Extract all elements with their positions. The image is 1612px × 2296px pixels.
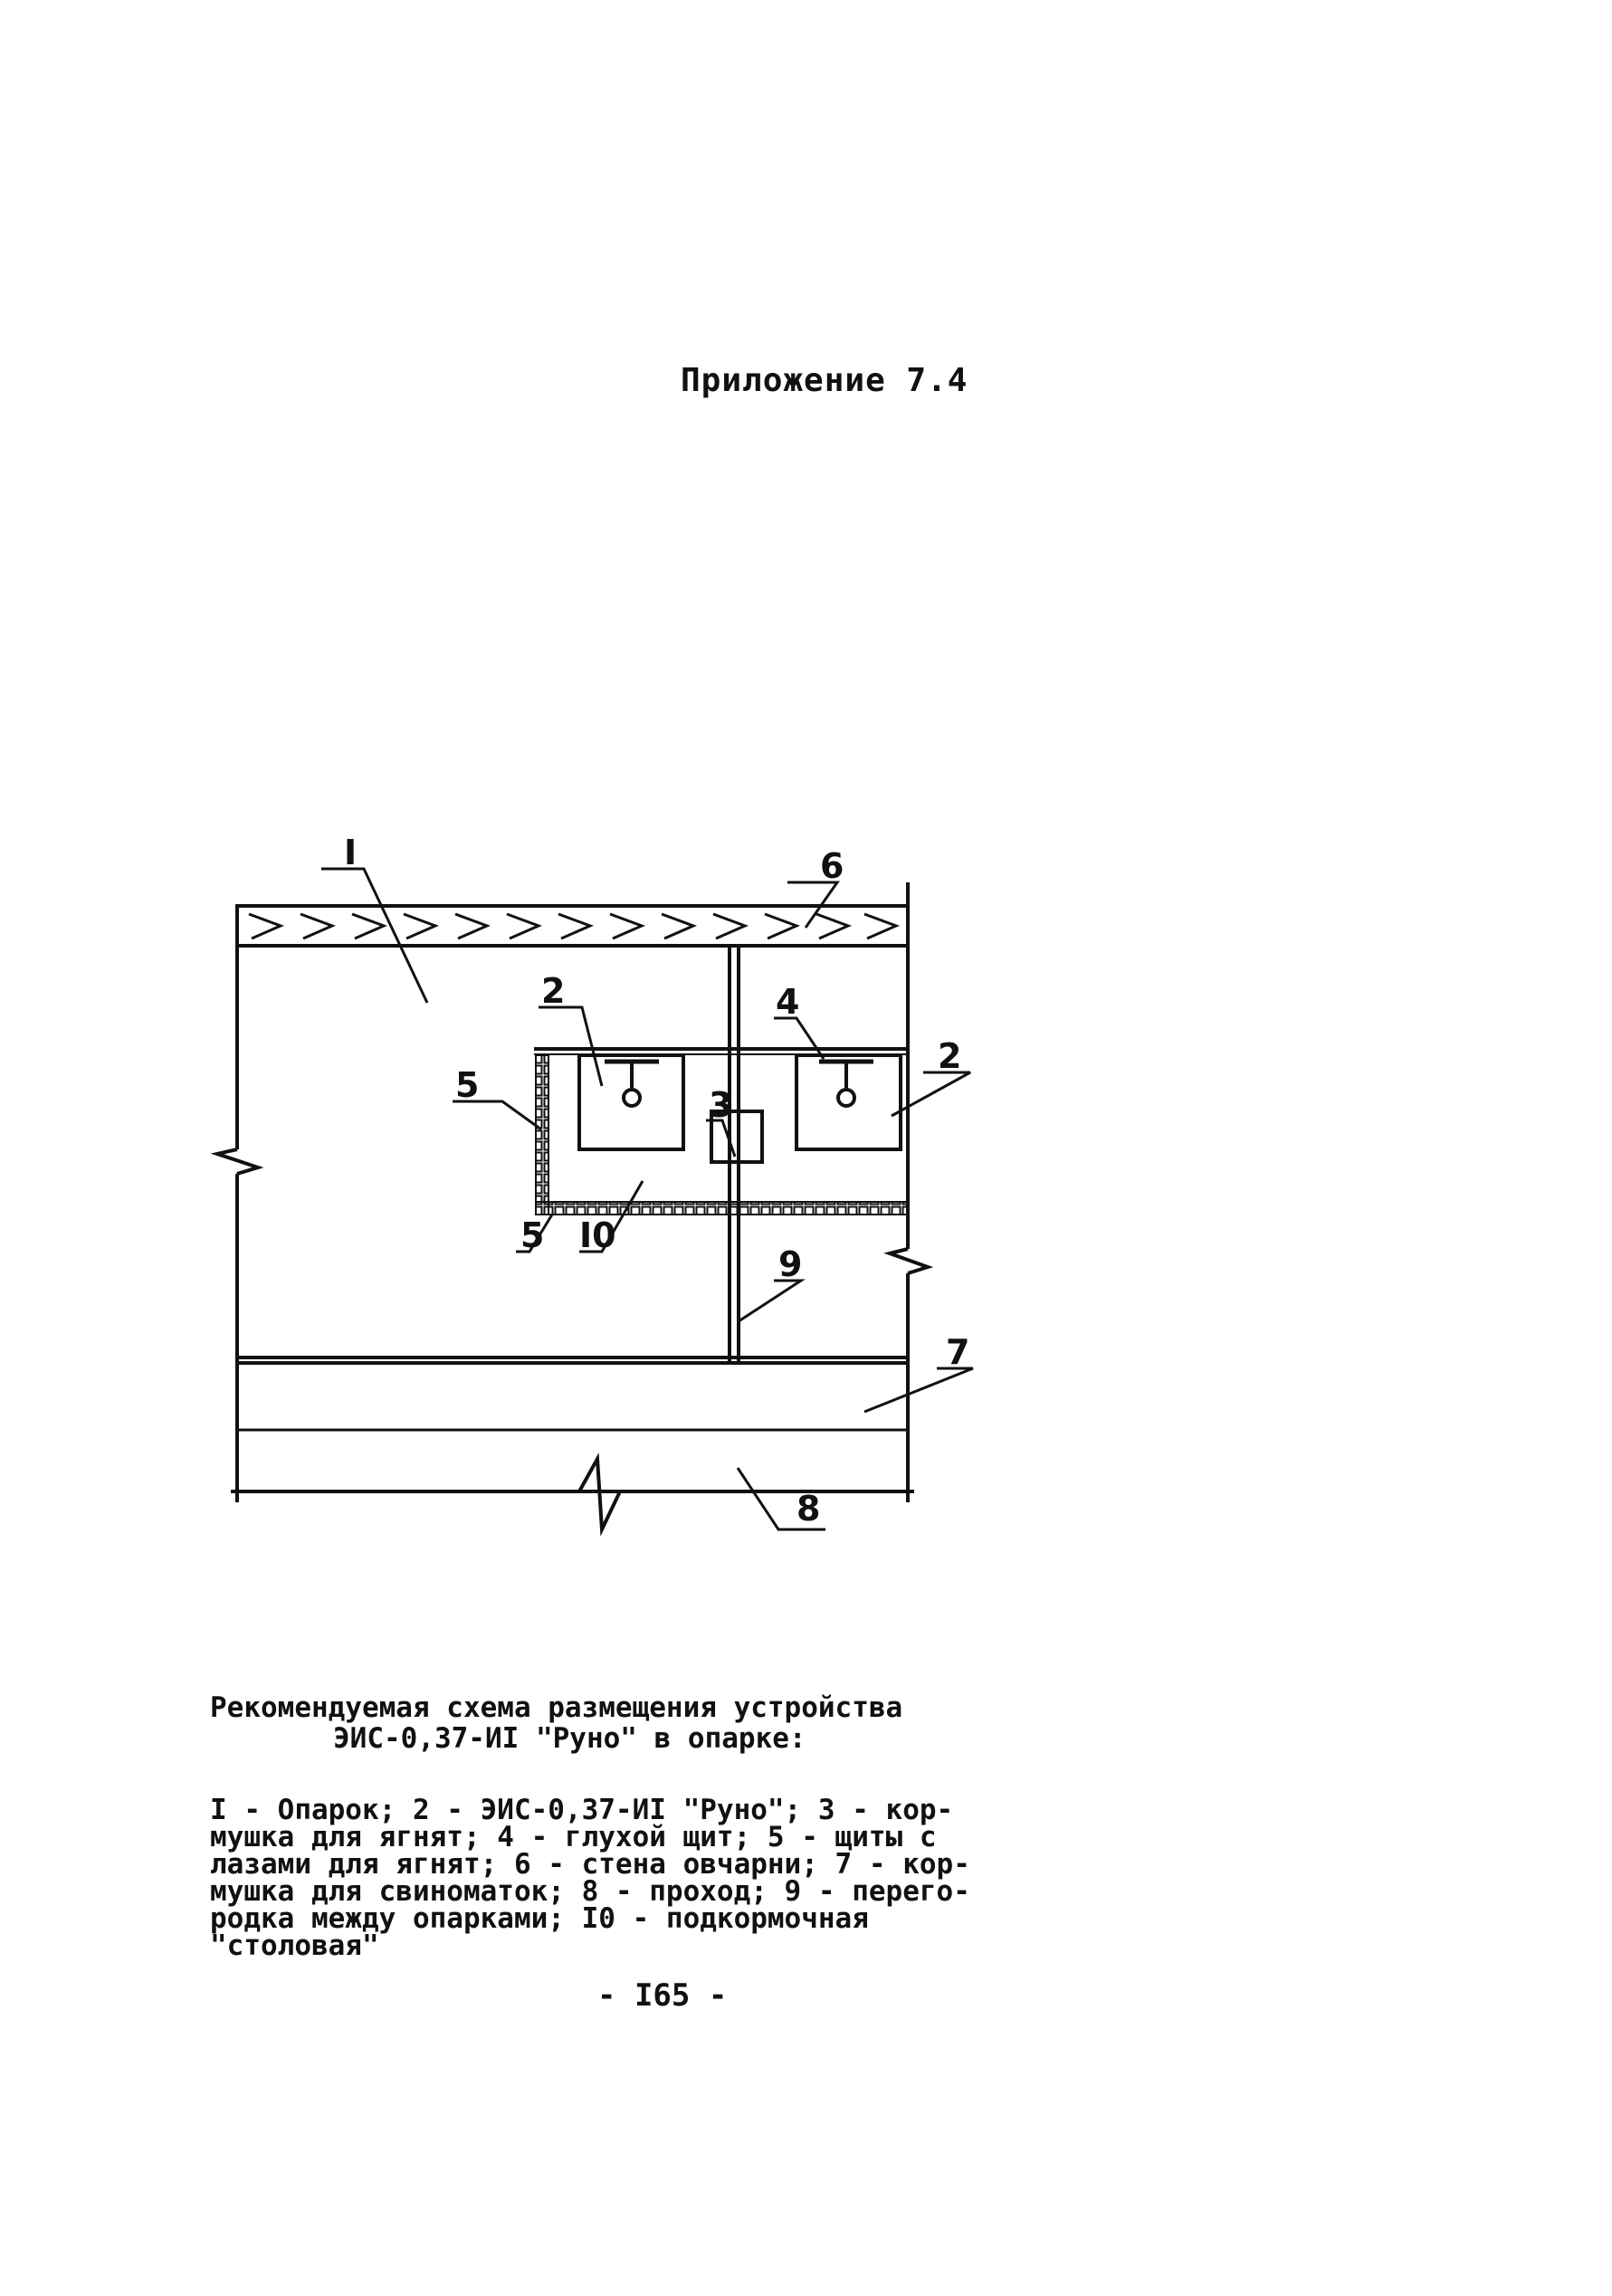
caption-line-1: Рекомендуемая схема размещения устройства [210, 1691, 903, 1724]
label-8: 8 [796, 1489, 821, 1529]
page-number: - I65 - [597, 1977, 728, 2014]
lamb-panel-bottom [536, 1202, 908, 1215]
label-9: 9 [778, 1244, 803, 1284]
label-2-right: 2 [938, 1036, 962, 1076]
heater-unit-left [579, 1055, 683, 1149]
caption-line-2: ЭИС-0,37-ИI "Руно" в опарке: [333, 1722, 806, 1755]
heater-unit-right [796, 1055, 901, 1149]
passage-break [579, 1459, 620, 1529]
figure-caption [210, 1692, 1025, 1754]
label-4: 4 [776, 982, 800, 1022]
label-3: 3 [709, 1085, 733, 1125]
sow-feeder [237, 1358, 908, 1430]
label-7: 7 [946, 1332, 970, 1372]
label-2-left: 2 [541, 971, 566, 1011]
lamb-panel-left [536, 1055, 548, 1215]
appendix-heading: Приложение 7.4 [681, 362, 968, 399]
figure-legend: I - Опарок; 2 - ЭИС-0,37-ИI "Руно"; 3 - кор- мушка для ягнят; 4 - глухой щит; 5 - щиты с лазами для ягнят; 6 - стена овчарни; 7 - кор- мушка для свиноматок; 8 - проход; 9 - перего- родка между опарками; I0 - подкормочная "столовая" [210, 1794, 970, 1962]
label-10: I0 [579, 1215, 616, 1255]
label-5-upper: 5 [455, 1065, 480, 1105]
boundary-lines [217, 882, 928, 1502]
label-6: 6 [820, 846, 844, 886]
label-1: I [344, 833, 358, 872]
label-5-lower: 5 [520, 1215, 545, 1255]
